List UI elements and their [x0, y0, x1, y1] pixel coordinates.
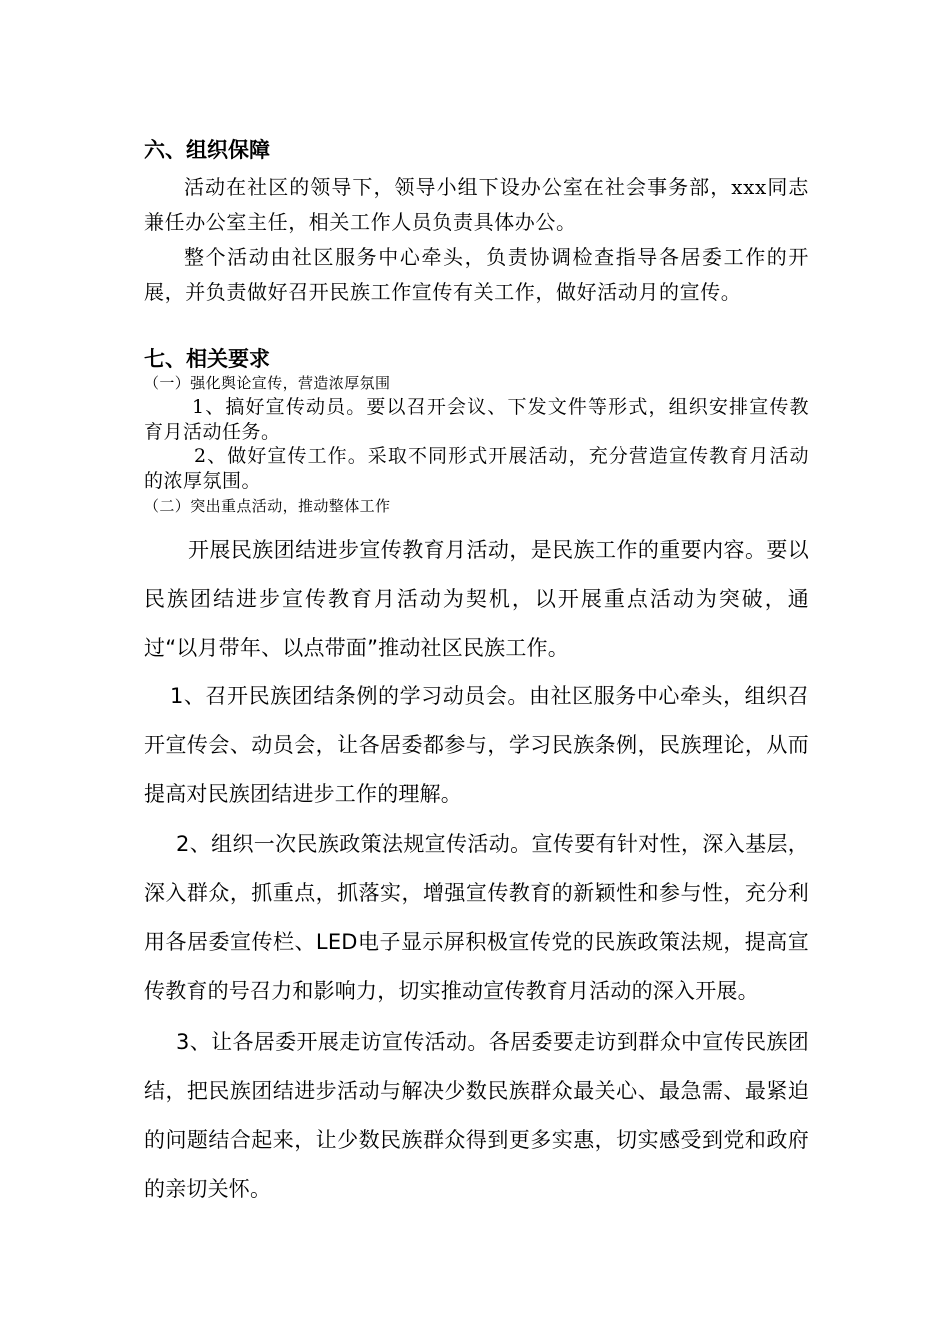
subsection-1-title: （一）强化舆论宣传，营造浓厚氛围: [144, 374, 391, 392]
subsection-2-intro: 开展民族团结进步宣传教育月活动，是民族工作的重要内容。要以民族团结进步宣传教育月活动为契机，以开展重点活动为突破，通过“以月带年、以点带面”推动社区民族工作。: [144, 538, 809, 660]
subsection-2-item-1: 1、召开民族团结条例的学习动员会。由社区服务中心牵头，组织召开宣传会、动员会，让各居委都参与，学习民族条例，民族理论，从而提高对民族团结进步工作的理解。: [144, 684, 809, 806]
subsection-1-item-2: 2、做好宣传工作。采取不同形式开展活动，充分营造宣传教育月活动的浓厚氛围。: [144, 445, 809, 492]
subsection-2-title: （二）突出重点活动，推动整体工作: [144, 497, 391, 515]
section-6-paragraph-2: 整个活动由社区服务中心牵头，负责协调检查指导各居委工作的开展，并负责做好召开民族工作宣传有关工作，做好活动月的宣传。: [144, 245, 809, 304]
section-6-heading: 六、组织保障: [144, 138, 270, 162]
subsection-2-item-3: 3、让各居委开展走访宣传活动。各居委要走访到群众中宣传民族团结，把民族团结进步活动与解决少数民族群众最关心、最急需、最紧迫的问题结合起来，让少数民族群众得到更多实惠，切实感受到党和政府的亲切关怀。: [144, 1030, 809, 1201]
subsection-2-item-2: 2、组织一次民族政策法规宣传活动。宣传要有针对性，深入基层，深入群众，抓重点，抓落实，增强宣传教育的新颖性和参与性，充分利用各居委宣传栏、LED电子显示屏积极宣传党的民族政策法规，提高宣传教育的号召力和影响力，切实推动宣传教育月活动的深入开展。: [144, 832, 809, 1003]
section-6-paragraph-1: 活动在社区的领导下，领导小组下设办公室在社会事务部，xxx同志兼任办公室主任，相关工作人员负责具体办公。: [144, 175, 809, 234]
subsection-1-item-1: 1、搞好宣传动员。要以召开会议、下发文件等形式，组织安排宣传教育月活动任务。: [144, 396, 809, 443]
section-7-heading: 七、相关要求: [144, 347, 270, 371]
